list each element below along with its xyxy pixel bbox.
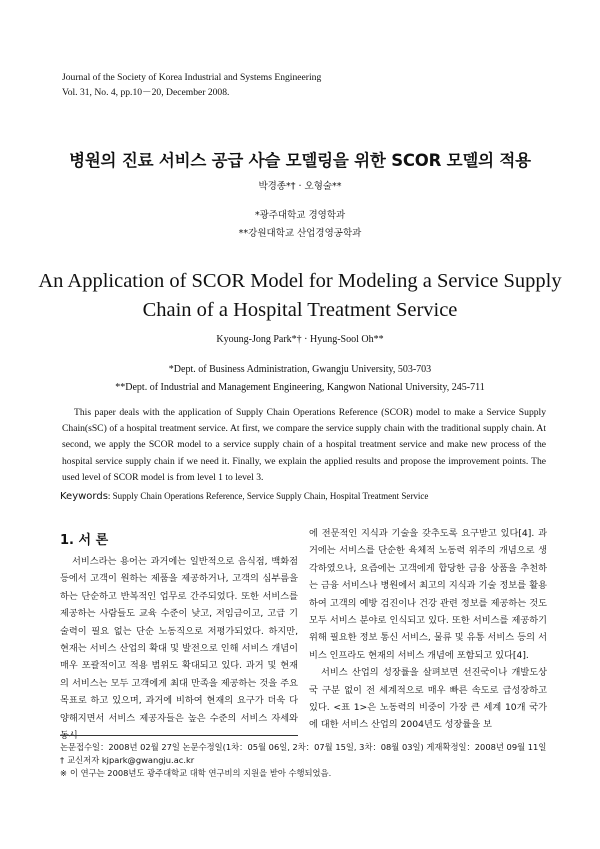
body-paragraph: 서비스 산업의 성장률을 살펴보면 선진국이나 개발도상국 구분 없이 전 세계적으로 매우 빠른 속도로 급성장하고 있다. <표 1>은 노동력의 비중이 가장 큰 세계 10개 국가에 대한 서비스 산업의 2004년도 성장률을 보 <box>309 667 547 731</box>
english-authors: Kyoung-Jong Park*† · Hyung-Sool Oh** <box>216 334 384 345</box>
english-affiliations <box>0 361 600 397</box>
korean-affiliation-2: **강원대학교 산업경영공학과 <box>238 228 362 239</box>
journal-volume-info: Vol. 31, No. 4, pp.10－20, December 2008. <box>62 87 230 98</box>
english-affiliation-1: *Dept. of Business Administration, Gwangju University, 503-703 <box>168 364 432 375</box>
english-affiliation-2: **Dept. of Industrial and Management Engineering, Kangwon National University, 245-711 <box>115 382 485 393</box>
korean-affiliation-1: *광주대학교 경영학과 <box>254 210 346 221</box>
keywords <box>60 491 428 502</box>
body-paragraph: 에 전문적인 지식과 기술을 갖추도록 요구받고 있다[4]. 과거에는 서비스를 단순한 육체적 노동력 위주의 개념으로 생각하였으나, 요즘에는 고객에게 합당한 금융 상품을 추천하는 금융 서비스나 병원에서 최고의 지식과 기술 정보를 활용하여 고객의 예방 검진이나 건강 관련 정보를 제공하는 것도 모두 서비스 분야로 인식되고 있다. 또한 서비스를 제공하기 위해 필요한 정보 통신 서비스, 물류 및 유통 서비스 등의 서비스 인프라도 현재의 서비스 개념에 포함되고 있다[4]. <box>309 528 547 661</box>
corresponding-author-text: 교신저자 kjpark@gwangju.ac.kr <box>67 755 195 765</box>
body-column-left <box>60 553 298 744</box>
english-title-line-1: An Application of SCOR Model for Modeling a Service Supply <box>38 270 562 292</box>
korean-authors: 박경종*† · 오형술** <box>258 181 342 192</box>
journal-name: Journal of the Society of Korea Industrial and Systems Engineering <box>62 72 322 83</box>
footnote-funding <box>60 767 546 780</box>
body-paragraph: 서비스라는 용어는 과거에는 일반적으로 음식점, 백화점 등에서 고객이 원하는 제품을 제공하거나, 고객의 심부름을 하는 단순하고 반복적인 업무로 간주되었다. 또한 서비스를 제공하는 사람들도 교육 수준이 낮고, 저임금이고, 고급 기술력이 필요 없는 단순 노동직으로 저평가되었다. 하지만, 현재는 서비스 산업의 확대 및 발전으로 인해 서비스 개념이 매우 포괄적이고 적용 범위도 확대되고 있다. 과거 및 현재의 서비스는 모두 고객에게 최대 만족을 제공하는 것을 주요 목표로 하고 있으며, 과거에 비하여 현재의 요구가 더욱 다양해지면서 서비스 제공자들은 높은 수준의 서비스 자세와 동시 <box>60 556 298 742</box>
note-symbol: ※ <box>60 768 67 778</box>
footnote-divider <box>60 735 298 736</box>
journal-header <box>62 70 321 100</box>
footnotes <box>60 741 546 780</box>
korean-title: 병원의 진료 서비스 공급 사슬 모델링을 위한 SCOR 모델의 적용 <box>69 151 531 170</box>
keywords-text: : Supply Chain Operations Reference, Service Supply Chain, Hospital Treatment Service <box>107 491 429 501</box>
section-heading: 1. 서 론 <box>60 533 109 548</box>
footnote-dates: 논문접수일：2008년 02월 27일 논문수정일(1차：05월 06일, 2차：07월 15일, 3차：08월 03일) 게재확정일：2008년 09월 11일 <box>60 742 547 752</box>
footnote-corresponding-author <box>60 754 546 767</box>
korean-affiliations <box>0 207 600 243</box>
dagger-symbol: † <box>60 755 65 765</box>
funding-text: 이 연구는 2008년도 광주대학교 대학 연구비의 지원을 받아 수행되었음. <box>69 768 332 778</box>
abstract: This paper deals with the application of Supply Chain Operations Reference (SCOR) model to make a Service Supply Chain(sSC) of a hospital treatment service. At first, we compare the service supply chain with the traditional supply chain. At second, we apply the SCOR model to a service supply chain of a hospital treatment service and make new process of the hospital service supply chain if we need it. Finally, we explain the applied results and propose the improvement points. The used level of SCOR model is from level 1 to level 3. <box>62 407 546 483</box>
english-title <box>0 267 600 325</box>
keywords-label: Keywords <box>60 491 108 502</box>
body-column-right <box>309 525 547 734</box>
english-title-line-2: Chain of a Hospital Treatment Service <box>142 299 458 321</box>
